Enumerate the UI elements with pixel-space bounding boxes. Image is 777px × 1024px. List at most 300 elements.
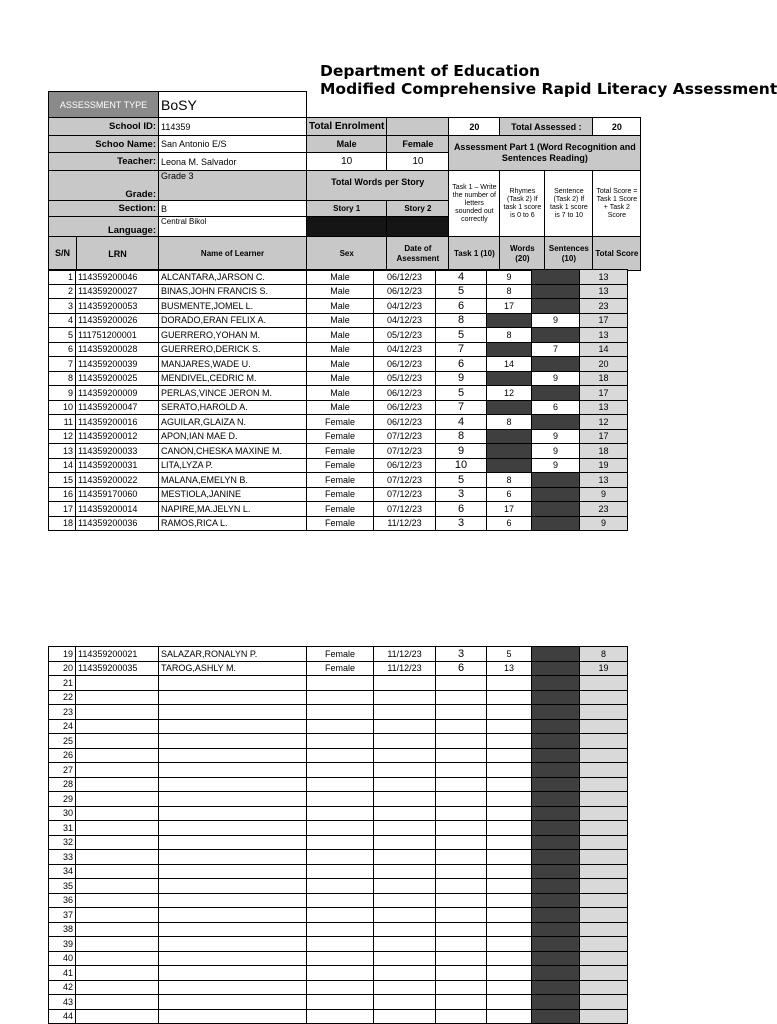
total-score-cell[interactable]: 8 [580, 647, 628, 662]
learner-name-cell[interactable] [159, 951, 307, 966]
words-cell[interactable] [487, 734, 532, 749]
sentences-cell[interactable] [532, 995, 580, 1010]
words-cell[interactable] [487, 690, 532, 705]
words-cell[interactable] [487, 922, 532, 937]
task1-cell[interactable] [436, 748, 487, 763]
sentences-cell[interactable]: 6 [532, 400, 580, 415]
date-cell[interactable] [374, 821, 436, 836]
words-cell[interactable] [487, 429, 532, 444]
learner-name-cell[interactable]: MANJARES,WADE U. [159, 357, 307, 372]
sex-cell[interactable]: Female [307, 661, 374, 676]
lrn-cell[interactable]: 114359200022 [76, 473, 159, 488]
total-score-cell[interactable]: 20 [580, 357, 628, 372]
sentences-cell[interactable] [532, 879, 580, 894]
words-cell[interactable]: 13 [487, 661, 532, 676]
task1-cell[interactable]: 3 [436, 516, 487, 531]
date-cell[interactable]: 06/12/23 [374, 284, 436, 299]
sex-cell[interactable] [307, 966, 374, 981]
task1-cell[interactable]: 5 [436, 284, 487, 299]
date-cell[interactable] [374, 879, 436, 894]
total-score-cell[interactable]: 13 [580, 328, 628, 343]
sentences-cell[interactable] [532, 864, 580, 879]
total-score-cell[interactable] [580, 966, 628, 981]
lrn-cell[interactable]: 111751200001 [76, 328, 159, 343]
task1-cell[interactable] [436, 821, 487, 836]
total-score-cell[interactable] [580, 937, 628, 952]
lrn-cell[interactable] [76, 966, 159, 981]
words-cell[interactable] [487, 821, 532, 836]
sentences-cell[interactable] [532, 951, 580, 966]
lrn-cell[interactable]: 114359200021 [76, 647, 159, 662]
sentences-cell[interactable] [532, 850, 580, 865]
lrn-cell[interactable] [76, 792, 159, 807]
sex-cell[interactable]: Male [307, 270, 374, 285]
learner-name-cell[interactable]: MALANA,EMELYN B. [159, 473, 307, 488]
lrn-cell[interactable] [76, 951, 159, 966]
task1-cell[interactable] [436, 792, 487, 807]
sex-cell[interactable] [307, 763, 374, 778]
sex-cell[interactable] [307, 806, 374, 821]
sentences-cell[interactable] [532, 1009, 580, 1024]
learner-name-cell[interactable]: LITA,LYZA P. [159, 458, 307, 473]
learner-name-cell[interactable] [159, 995, 307, 1010]
words-cell[interactable] [487, 850, 532, 865]
lrn-cell[interactable]: 114359200031 [76, 458, 159, 473]
task1-cell[interactable] [436, 879, 487, 894]
total-score-cell[interactable]: 19 [580, 661, 628, 676]
sex-cell[interactable]: Male [307, 313, 374, 328]
learner-name-cell[interactable] [159, 734, 307, 749]
lrn-cell[interactable]: 114359200014 [76, 502, 159, 517]
sex-cell[interactable]: Male [307, 357, 374, 372]
sex-cell[interactable]: Female [307, 647, 374, 662]
lrn-cell[interactable] [76, 995, 159, 1010]
learner-name-cell[interactable]: DORADO,ERAN FELIX A. [159, 313, 307, 328]
sex-cell[interactable] [307, 690, 374, 705]
lrn-cell[interactable] [76, 980, 159, 995]
task1-cell[interactable] [436, 980, 487, 995]
sentences-cell[interactable]: 9 [532, 371, 580, 386]
total-score-cell[interactable]: 13 [580, 284, 628, 299]
sex-cell[interactable] [307, 821, 374, 836]
sentences-cell[interactable] [532, 922, 580, 937]
date-cell[interactable] [374, 908, 436, 923]
sex-cell[interactable]: Female [307, 516, 374, 531]
words-cell[interactable] [487, 676, 532, 691]
lrn-cell[interactable]: 114359200046 [76, 270, 159, 285]
sentences-cell[interactable] [532, 719, 580, 734]
task1-cell[interactable]: 10 [436, 458, 487, 473]
total-score-cell[interactable] [580, 951, 628, 966]
words-cell[interactable] [487, 705, 532, 720]
total-score-cell[interactable]: 17 [580, 386, 628, 401]
date-cell[interactable] [374, 1009, 436, 1024]
lrn-cell[interactable] [76, 908, 159, 923]
learner-name-cell[interactable] [159, 879, 307, 894]
sentences-cell[interactable] [532, 357, 580, 372]
date-cell[interactable] [374, 777, 436, 792]
sentences-cell[interactable] [532, 487, 580, 502]
sex-cell[interactable] [307, 719, 374, 734]
task1-cell[interactable]: 5 [436, 386, 487, 401]
words-cell[interactable]: 5 [487, 647, 532, 662]
learner-name-cell[interactable] [159, 792, 307, 807]
sex-cell[interactable] [307, 748, 374, 763]
task1-cell[interactable]: 6 [436, 661, 487, 676]
date-cell[interactable]: 04/12/23 [374, 299, 436, 314]
words-cell[interactable]: 17 [487, 299, 532, 314]
sentences-cell[interactable] [532, 806, 580, 821]
lrn-cell[interactable]: 114359200027 [76, 284, 159, 299]
lrn-cell[interactable] [76, 821, 159, 836]
words-cell[interactable]: 8 [487, 328, 532, 343]
lrn-cell[interactable]: 114359170060 [76, 487, 159, 502]
total-score-cell[interactable] [580, 850, 628, 865]
sex-cell[interactable]: Female [307, 473, 374, 488]
task1-cell[interactable]: 3 [436, 487, 487, 502]
sentences-cell[interactable] [532, 516, 580, 531]
total-score-cell[interactable] [580, 821, 628, 836]
learner-name-cell[interactable]: RAMOS,RICA L. [159, 516, 307, 531]
task1-cell[interactable] [436, 777, 487, 792]
sentences-cell[interactable]: 7 [532, 342, 580, 357]
date-cell[interactable] [374, 719, 436, 734]
task1-cell[interactable] [436, 676, 487, 691]
sex-cell[interactable] [307, 922, 374, 937]
total-score-cell[interactable] [580, 763, 628, 778]
sentences-cell[interactable]: 9 [532, 444, 580, 459]
lrn-cell[interactable]: 114359200047 [76, 400, 159, 415]
task1-cell[interactable]: 4 [436, 415, 487, 430]
lrn-cell[interactable]: 114359200035 [76, 661, 159, 676]
lrn-cell[interactable] [76, 922, 159, 937]
total-score-cell[interactable]: 17 [580, 313, 628, 328]
sex-cell[interactable]: Male [307, 284, 374, 299]
total-score-cell[interactable]: 9 [580, 487, 628, 502]
words-cell[interactable] [487, 806, 532, 821]
total-score-cell[interactable]: 23 [580, 502, 628, 517]
lrn-cell[interactable]: 114359200039 [76, 357, 159, 372]
lrn-cell[interactable] [76, 719, 159, 734]
task1-cell[interactable]: 6 [436, 299, 487, 314]
learner-name-cell[interactable]: APON,IAN MAE D. [159, 429, 307, 444]
task1-cell[interactable] [436, 995, 487, 1010]
words-cell[interactable]: 6 [487, 487, 532, 502]
total-score-cell[interactable] [580, 719, 628, 734]
sentences-cell[interactable] [532, 270, 580, 285]
task1-cell[interactable] [436, 705, 487, 720]
date-cell[interactable] [374, 980, 436, 995]
date-cell[interactable] [374, 951, 436, 966]
date-cell[interactable] [374, 835, 436, 850]
sex-cell[interactable]: Male [307, 299, 374, 314]
lrn-cell[interactable] [76, 1009, 159, 1024]
sentences-cell[interactable] [532, 415, 580, 430]
words-cell[interactable] [487, 1009, 532, 1024]
total-score-cell[interactable] [580, 777, 628, 792]
learner-name-cell[interactable] [159, 850, 307, 865]
lrn-cell[interactable] [76, 777, 159, 792]
learner-name-cell[interactable] [159, 821, 307, 836]
date-cell[interactable]: 05/12/23 [374, 371, 436, 386]
sex-cell[interactable]: Male [307, 328, 374, 343]
total-score-cell[interactable] [580, 864, 628, 879]
total-score-cell[interactable]: 19 [580, 458, 628, 473]
total-score-cell[interactable] [580, 806, 628, 821]
sentences-cell[interactable] [532, 821, 580, 836]
sex-cell[interactable]: Male [307, 386, 374, 401]
total-score-cell[interactable]: 23 [580, 299, 628, 314]
date-cell[interactable]: 07/12/23 [374, 473, 436, 488]
task1-cell[interactable] [436, 806, 487, 821]
task1-cell[interactable]: 5 [436, 473, 487, 488]
words-cell[interactable] [487, 719, 532, 734]
learner-name-cell[interactable]: MESTIOLA,JANINE [159, 487, 307, 502]
school-name-value[interactable]: San Antonio E/S [159, 136, 307, 153]
lrn-cell[interactable] [76, 879, 159, 894]
learner-name-cell[interactable]: SERATO,HAROLD A. [159, 400, 307, 415]
lrn-cell[interactable] [76, 705, 159, 720]
learner-name-cell[interactable]: GUERRERO,YOHAN M. [159, 328, 307, 343]
sex-cell[interactable] [307, 835, 374, 850]
sentences-cell[interactable] [532, 792, 580, 807]
total-score-cell[interactable] [580, 922, 628, 937]
sex-cell[interactable]: Female [307, 502, 374, 517]
date-cell[interactable]: 04/12/23 [374, 342, 436, 357]
date-cell[interactable] [374, 966, 436, 981]
words-cell[interactable] [487, 777, 532, 792]
date-cell[interactable]: 06/12/23 [374, 400, 436, 415]
sentences-cell[interactable] [532, 835, 580, 850]
words-cell[interactable] [487, 748, 532, 763]
task1-cell[interactable]: 7 [436, 400, 487, 415]
total-score-cell[interactable]: 18 [580, 371, 628, 386]
learner-name-cell[interactable] [159, 676, 307, 691]
sentences-cell[interactable] [532, 937, 580, 952]
words-cell[interactable] [487, 864, 532, 879]
words-cell[interactable]: 14 [487, 357, 532, 372]
learner-name-cell[interactable]: BINAS,JOHN FRANCIS S. [159, 284, 307, 299]
date-cell[interactable] [374, 705, 436, 720]
sentences-cell[interactable] [532, 328, 580, 343]
learner-name-cell[interactable] [159, 966, 307, 981]
task1-cell[interactable]: 6 [436, 357, 487, 372]
lrn-cell[interactable] [76, 734, 159, 749]
date-cell[interactable]: 07/12/23 [374, 429, 436, 444]
learner-name-cell[interactable]: CANON,CHESKA MAXINE M. [159, 444, 307, 459]
school-id-value[interactable]: 114359 [159, 118, 307, 136]
learner-name-cell[interactable] [159, 719, 307, 734]
sex-cell[interactable]: Female [307, 444, 374, 459]
words-cell[interactable] [487, 951, 532, 966]
words-cell[interactable] [487, 342, 532, 357]
sentences-cell[interactable] [532, 299, 580, 314]
date-cell[interactable] [374, 734, 436, 749]
words-cell[interactable] [487, 458, 532, 473]
words-cell[interactable]: 9 [487, 270, 532, 285]
words-cell[interactable] [487, 980, 532, 995]
task1-cell[interactable] [436, 864, 487, 879]
sentences-cell[interactable] [532, 473, 580, 488]
words-cell[interactable]: 6 [487, 516, 532, 531]
date-cell[interactable]: 07/12/23 [374, 487, 436, 502]
sex-cell[interactable] [307, 995, 374, 1010]
lrn-cell[interactable] [76, 937, 159, 952]
lrn-cell[interactable]: 114359200028 [76, 342, 159, 357]
lrn-cell[interactable] [76, 676, 159, 691]
total-score-cell[interactable]: 12 [580, 415, 628, 430]
sex-cell[interactable] [307, 951, 374, 966]
sentences-cell[interactable] [532, 705, 580, 720]
lrn-cell[interactable] [76, 893, 159, 908]
sex-cell[interactable]: Female [307, 429, 374, 444]
sex-cell[interactable] [307, 705, 374, 720]
task1-cell[interactable] [436, 908, 487, 923]
total-score-cell[interactable] [580, 792, 628, 807]
task1-cell[interactable] [436, 690, 487, 705]
learner-name-cell[interactable] [159, 705, 307, 720]
sentences-cell[interactable] [532, 647, 580, 662]
sex-cell[interactable] [307, 734, 374, 749]
language-value[interactable]: Central Bikol [159, 217, 307, 237]
sentences-cell[interactable] [532, 386, 580, 401]
task1-cell[interactable] [436, 937, 487, 952]
date-cell[interactable]: 06/12/23 [374, 415, 436, 430]
date-cell[interactable]: 06/12/23 [374, 458, 436, 473]
total-score-cell[interactable] [580, 893, 628, 908]
sex-cell[interactable]: Male [307, 400, 374, 415]
learner-name-cell[interactable] [159, 864, 307, 879]
lrn-cell[interactable] [76, 850, 159, 865]
lrn-cell[interactable] [76, 806, 159, 821]
sentences-cell[interactable] [532, 966, 580, 981]
total-score-cell[interactable]: 13 [580, 473, 628, 488]
learner-name-cell[interactable]: TAROG,ASHLY M. [159, 661, 307, 676]
sentences-cell[interactable] [532, 676, 580, 691]
words-cell[interactable]: 8 [487, 284, 532, 299]
date-cell[interactable]: 07/12/23 [374, 502, 436, 517]
total-score-cell[interactable]: 14 [580, 342, 628, 357]
sentences-cell[interactable]: 9 [532, 313, 580, 328]
total-score-cell[interactable]: 17 [580, 429, 628, 444]
date-cell[interactable]: 05/12/23 [374, 328, 436, 343]
learner-name-cell[interactable]: SALAZAR,RONALYN P. [159, 647, 307, 662]
words-cell[interactable] [487, 835, 532, 850]
date-cell[interactable]: 06/12/23 [374, 386, 436, 401]
sentences-cell[interactable]: 9 [532, 429, 580, 444]
sex-cell[interactable]: Male [307, 371, 374, 386]
task1-cell[interactable] [436, 951, 487, 966]
learner-name-cell[interactable] [159, 1009, 307, 1024]
lrn-cell[interactable]: 114359200026 [76, 313, 159, 328]
lrn-cell[interactable] [76, 864, 159, 879]
lrn-cell[interactable]: 114359200016 [76, 415, 159, 430]
date-cell[interactable] [374, 922, 436, 937]
learner-name-cell[interactable] [159, 937, 307, 952]
sentences-cell[interactable] [532, 777, 580, 792]
words-cell[interactable]: 12 [487, 386, 532, 401]
total-score-cell[interactable] [580, 879, 628, 894]
total-score-cell[interactable] [580, 995, 628, 1010]
date-cell[interactable] [374, 893, 436, 908]
total-score-cell[interactable]: 9 [580, 516, 628, 531]
date-cell[interactable] [374, 937, 436, 952]
sex-cell[interactable] [307, 777, 374, 792]
sex-cell[interactable] [307, 980, 374, 995]
task1-cell[interactable] [436, 850, 487, 865]
date-cell[interactable] [374, 995, 436, 1010]
learner-name-cell[interactable] [159, 690, 307, 705]
date-cell[interactable]: 06/12/23 [374, 357, 436, 372]
task1-cell[interactable]: 4 [436, 270, 487, 285]
learner-name-cell[interactable] [159, 893, 307, 908]
learner-name-cell[interactable] [159, 980, 307, 995]
task1-cell[interactable]: 9 [436, 444, 487, 459]
words-cell[interactable] [487, 908, 532, 923]
learner-name-cell[interactable] [159, 763, 307, 778]
words-cell[interactable] [487, 763, 532, 778]
lrn-cell[interactable]: 114359200036 [76, 516, 159, 531]
sentences-cell[interactable] [532, 980, 580, 995]
task1-cell[interactable]: 3 [436, 647, 487, 662]
sex-cell[interactable] [307, 908, 374, 923]
sex-cell[interactable]: Male [307, 342, 374, 357]
words-cell[interactable] [487, 444, 532, 459]
date-cell[interactable] [374, 676, 436, 691]
lrn-cell[interactable] [76, 835, 159, 850]
total-score-cell[interactable] [580, 690, 628, 705]
lrn-cell[interactable]: 114359200012 [76, 429, 159, 444]
learner-name-cell[interactable] [159, 806, 307, 821]
task1-cell[interactable] [436, 893, 487, 908]
sex-cell[interactable] [307, 676, 374, 691]
task1-cell[interactable] [436, 922, 487, 937]
total-score-cell[interactable] [580, 734, 628, 749]
sex-cell[interactable] [307, 864, 374, 879]
words-cell[interactable]: 8 [487, 415, 532, 430]
words-cell[interactable] [487, 313, 532, 328]
date-cell[interactable] [374, 748, 436, 763]
total-score-cell[interactable] [580, 835, 628, 850]
task1-cell[interactable] [436, 966, 487, 981]
sentences-cell[interactable] [532, 908, 580, 923]
total-score-cell[interactable] [580, 908, 628, 923]
learner-name-cell[interactable] [159, 922, 307, 937]
words-cell[interactable] [487, 937, 532, 952]
date-cell[interactable]: 11/12/23 [374, 516, 436, 531]
learner-name-cell[interactable]: ALCANTARA,JARSON C. [159, 270, 307, 285]
task1-cell[interactable]: 9 [436, 371, 487, 386]
date-cell[interactable] [374, 690, 436, 705]
sentences-cell[interactable] [532, 734, 580, 749]
sex-cell[interactable] [307, 850, 374, 865]
sex-cell[interactable] [307, 893, 374, 908]
total-score-cell[interactable] [580, 748, 628, 763]
date-cell[interactable]: 04/12/23 [374, 313, 436, 328]
date-cell[interactable] [374, 763, 436, 778]
words-cell[interactable]: 17 [487, 502, 532, 517]
date-cell[interactable] [374, 806, 436, 821]
section-value[interactable]: B [159, 201, 307, 217]
date-cell[interactable]: 07/12/23 [374, 444, 436, 459]
sentences-cell[interactable] [532, 748, 580, 763]
assessment-type-value[interactable]: BoSY [159, 92, 307, 118]
total-score-cell[interactable] [580, 676, 628, 691]
sex-cell[interactable] [307, 937, 374, 952]
task1-cell[interactable] [436, 719, 487, 734]
words-cell[interactable] [487, 371, 532, 386]
sentences-cell[interactable] [532, 763, 580, 778]
